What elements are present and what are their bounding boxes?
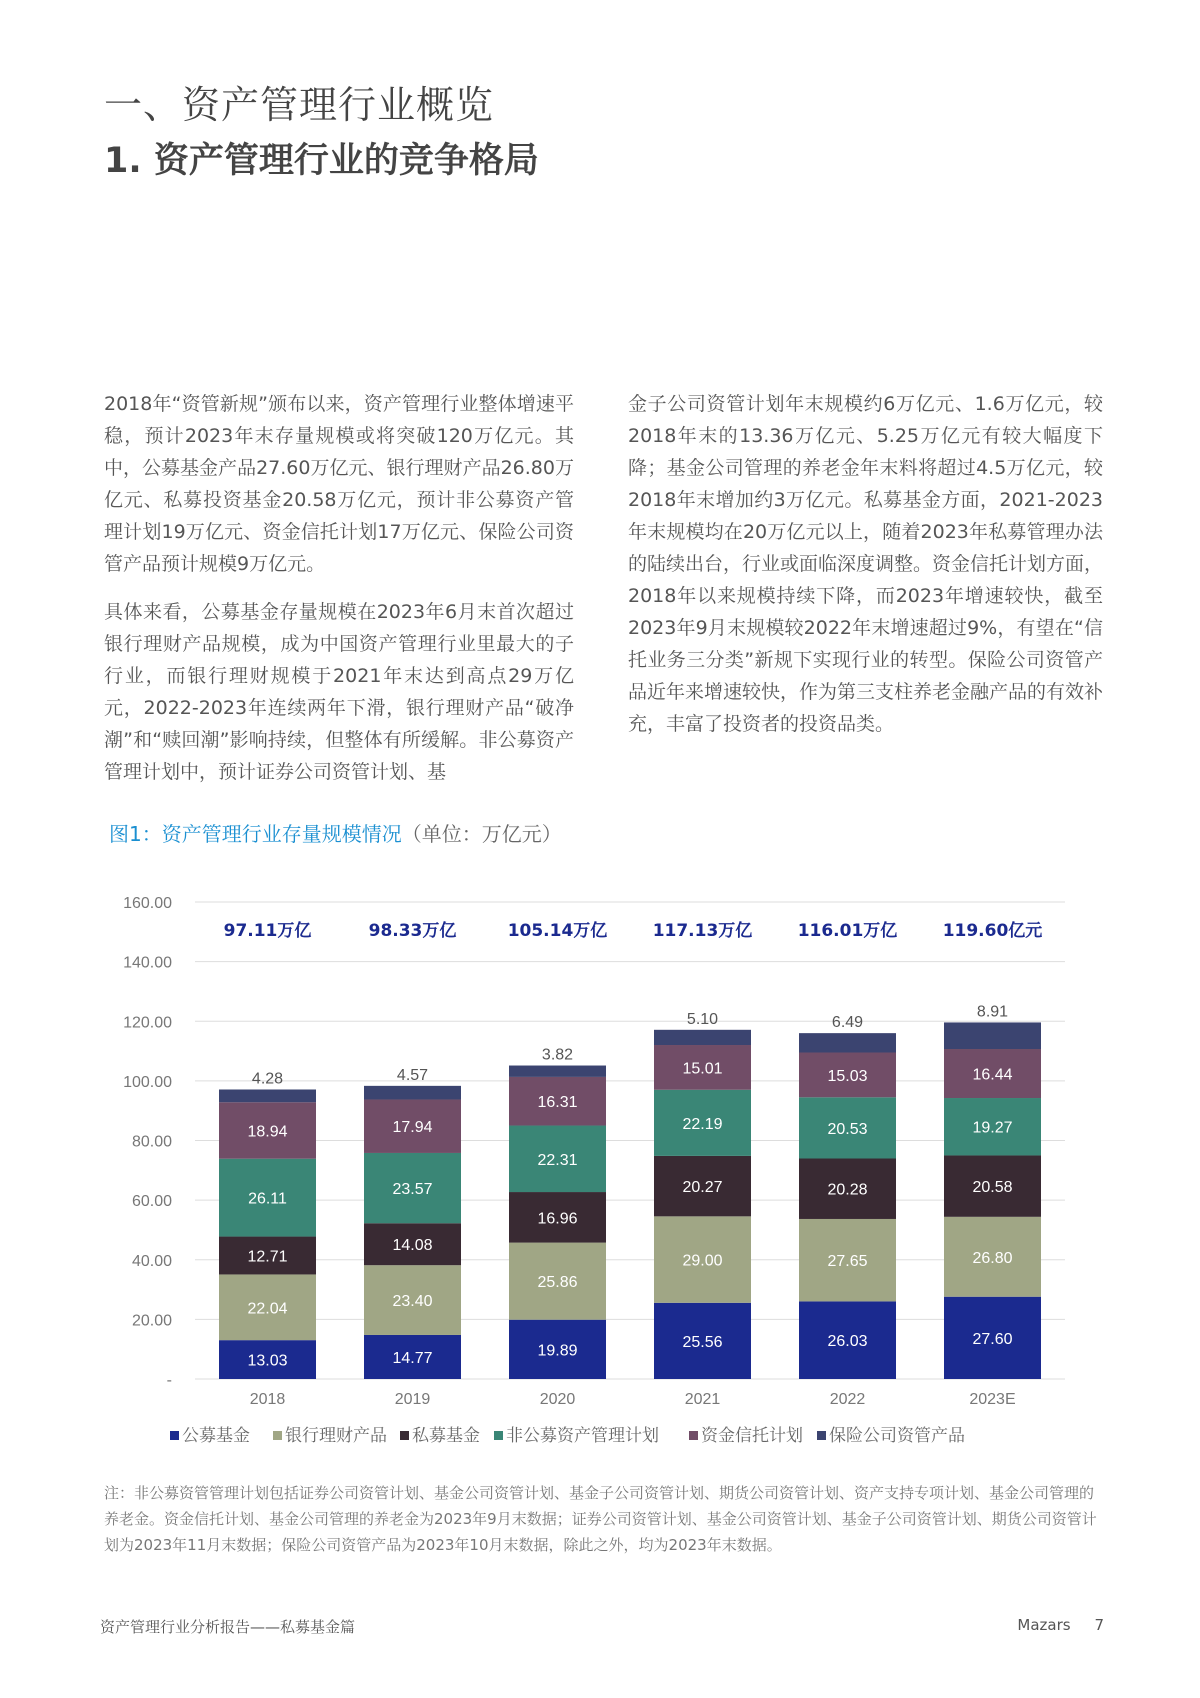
- data-label: 20.28: [827, 1181, 868, 1199]
- legend-swatch: [689, 1431, 698, 1440]
- total-label: 117.13万亿: [652, 921, 753, 941]
- y-tick-label: 80.00: [131, 1133, 172, 1151]
- data-label: 27.60: [972, 1330, 1013, 1348]
- data-label: 20.58: [972, 1179, 1013, 1197]
- y-tick-label: 120.00: [123, 1014, 172, 1032]
- data-label: 22.04: [247, 1300, 288, 1318]
- footer-brand: Mazars: [1017, 1616, 1071, 1634]
- x-tick-label: 2021: [684, 1391, 721, 1408]
- legend-swatch: [400, 1431, 409, 1440]
- bar-segment: [509, 1066, 606, 1077]
- stacked-bar-chart: [100, 870, 1100, 1450]
- y-tick-label: 100.00: [123, 1073, 172, 1091]
- data-label: 5.10: [686, 1010, 719, 1028]
- bar-segment: [364, 1086, 461, 1100]
- data-label: 14.08: [392, 1237, 433, 1255]
- total-label: 97.11万亿: [223, 921, 312, 941]
- page-number: 7: [1094, 1616, 1104, 1634]
- data-label: 15.03: [827, 1067, 868, 1085]
- figure-title: [109, 818, 562, 847]
- data-label: 16.31: [537, 1094, 578, 1112]
- data-label: 15.01: [682, 1060, 723, 1078]
- data-label: 29.00: [682, 1252, 723, 1270]
- bar-segment: [944, 1022, 1041, 1049]
- total-label: 105.14万亿: [507, 921, 608, 941]
- x-axis-ticks: [250, 1391, 1016, 1408]
- section-title: 一、资产管理行业概览: [104, 83, 495, 127]
- data-label: 3.82: [541, 1046, 574, 1064]
- legend-swatch: [494, 1431, 503, 1440]
- data-label: 4.28: [251, 1070, 284, 1088]
- figure-title-unit: （单位：万亿元）: [401, 822, 562, 846]
- data-label: 13.03: [247, 1352, 288, 1370]
- bar-segment: [799, 1033, 896, 1052]
- y-axis-ticks: [123, 895, 172, 1389]
- legend-label: 公募基金: [182, 1426, 250, 1446]
- data-label: 19.89: [537, 1342, 578, 1360]
- y-tick-label: 160.00: [123, 895, 172, 912]
- bar-segment: [654, 1030, 751, 1045]
- data-label: 27.65: [827, 1253, 868, 1271]
- footer-report-title: 资产管理行业分析报告——私募基金篇: [100, 1618, 356, 1636]
- figure-note: 注：非公募资管管理计划包括证券公司资管计划、基金公司资管计划、基金子公司资管计划、期货公司资管计划、资产支持专项计划、基金公司管理的养老金。资金信托计划、基金公司管理的养老金为2023年9月末数据；证券公司资管计划、基金公司资管计划、基金子公司资管计划、期货公司资管计划为2023年11月末数据；保险公司资管产品为2023年10月末数据，除此之外，均为2023年末数据。: [104, 1484, 1097, 1554]
- legend-swatch: [170, 1431, 179, 1440]
- y-tick-label: 40.00: [131, 1252, 172, 1270]
- chart-totals: [224, 920, 1043, 941]
- data-label: 23.57: [392, 1181, 433, 1199]
- figure-title-lead: 图1：资产管理行业存量规模情况: [109, 822, 402, 846]
- data-label: 23.40: [392, 1293, 433, 1311]
- chart-legend: [170, 1426, 965, 1446]
- data-label: 20.53: [827, 1120, 868, 1138]
- data-label: 8.91: [976, 1003, 1009, 1021]
- body-paragraph: 具体来看，公募基金存量规模在2023年6月末首次超过银行理财产品规模，成为中国资产管理行业里最大的子行业，而银行理财规模于2021年末达到高点29万亿元，2022-2023年连续两年下滑，银行理财产品“破净潮”和“赎回潮”影响持续，但整体有所缓解。非公募资产管理计划中，预计证券公司资管计划、基: [104, 601, 574, 783]
- data-label: 22.19: [682, 1115, 723, 1133]
- chart-data-labels: [247, 1003, 1012, 1369]
- total-label: 119.60亿元: [942, 921, 1043, 941]
- legend-label: 资金信托计划: [701, 1426, 803, 1446]
- data-label: 18.94: [247, 1123, 288, 1141]
- x-tick-label: 2020: [539, 1391, 576, 1408]
- chart-grid: [195, 902, 1065, 1379]
- data-label: 4.57: [396, 1066, 429, 1084]
- data-label: 26.80: [972, 1249, 1013, 1267]
- y-tick-label: 140.00: [123, 954, 172, 972]
- total-label: 116.01万亿: [797, 921, 898, 941]
- body-paragraph: 金子公司资管计划年末规模约6万亿元、1.6万亿元，较2018年末的13.36万亿元、5.25万亿元有较大幅度下降；基金公司管理的养老金年末料将超过4.5万亿元，较2018年末增加约3万亿元。私募基金方面，2021-2023年末规模均在20万亿元以上，随着2023年私募管理办法的陆续出台，行业或面临深度调整。资金信托计划方面，2018年以来规模持续下降，而2023年增速较快，截至2023年9月末规模较2022年末增速超过9%，有望在“信托业务三分类”新规下实现行业的转型。保险公司资管产品近年来增速较快，作为第三支柱养老金融产品的有效补充，丰富了投资者的投资品类。: [628, 393, 1104, 735]
- legend-label: 保险公司资管产品: [829, 1426, 965, 1446]
- data-label: 16.96: [537, 1210, 578, 1228]
- legend-label: 私募基金: [412, 1426, 480, 1446]
- data-label: 25.56: [682, 1333, 723, 1351]
- x-tick-label: 2023E: [969, 1391, 1016, 1408]
- data-label: 22.31: [537, 1151, 578, 1169]
- x-tick-label: 2022: [829, 1391, 866, 1408]
- body-right-column: [628, 388, 1103, 756]
- bar-segment: [219, 1089, 316, 1102]
- x-tick-label: 2019: [394, 1391, 431, 1408]
- subsection-title: 1. 资产管理行业的竞争格局: [104, 141, 539, 181]
- legend-label: 非公募资产管理计划: [506, 1426, 659, 1446]
- y-tick-label: 60.00: [131, 1193, 172, 1211]
- data-label: 19.27: [972, 1119, 1013, 1137]
- legend-swatch: [273, 1431, 282, 1440]
- total-label: 98.33万亿: [368, 921, 457, 941]
- data-label: 20.27: [682, 1179, 723, 1197]
- legend-swatch: [817, 1431, 826, 1440]
- y-tick-label: 20.00: [131, 1312, 172, 1330]
- x-tick-label: 2018: [249, 1391, 286, 1408]
- body-paragraph: 2018年“资管新规”颁布以来，资产管理行业整体增速平稳，预计2023年末存量规模或将突破120万亿元。其中，公募基金产品27.60万亿元、银行理财产品26.80万亿元、私募投资基金20.58万亿元，预计非公募资产管理计划19万亿元、资金信托计划17万亿元、保险公司资管产品预计规模9万亿元。: [104, 393, 574, 575]
- data-label: 16.44: [972, 1066, 1013, 1084]
- data-label: 26.11: [248, 1190, 287, 1208]
- legend-label: 银行理财产品: [285, 1426, 387, 1446]
- body-left-column: [104, 388, 574, 804]
- data-label: 25.86: [537, 1274, 578, 1292]
- chart-bars: [219, 1022, 1041, 1379]
- data-label: 17.94: [392, 1119, 433, 1137]
- footer-brand-page: [1017, 1616, 1104, 1634]
- data-label: 12.71: [247, 1248, 288, 1266]
- data-label: 26.03: [827, 1333, 868, 1351]
- data-label: 14.77: [392, 1349, 433, 1367]
- y-tick-label: -: [166, 1372, 172, 1389]
- data-label: 6.49: [831, 1014, 864, 1032]
